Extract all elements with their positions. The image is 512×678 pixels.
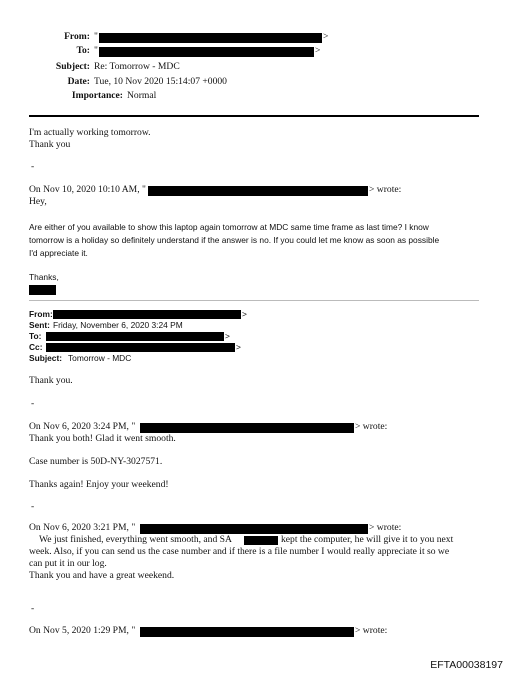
quote3-intro-prefix: On Nov 6, 2020 3:21 PM, " [29, 522, 136, 533]
separator-dash-3: - [31, 501, 35, 512]
quote2-intro-suffix: > wrote: [355, 421, 388, 432]
quote4-intro-prefix: On Nov 5, 2020 1:29 PM, " [29, 625, 136, 636]
redaction-from [99, 33, 322, 43]
inner-from-label: From: [29, 309, 53, 319]
importance-label: Importance: [71, 90, 123, 101]
separator-dash: - [31, 161, 35, 172]
quote3-line-4: Thank you and have a great weekend. [29, 570, 175, 581]
date-label: Date: [67, 76, 90, 87]
quote3-line-1b: kept the computer, he will give it to you next [281, 534, 454, 545]
from-label: From: [64, 31, 90, 42]
redaction-quote3-sender [140, 524, 368, 534]
inner-divider [29, 300, 479, 301]
quote1-intro-suffix: > wrote: [369, 184, 402, 195]
inner-sent-label: Sent: [29, 320, 50, 330]
importance-value: Normal [127, 90, 157, 101]
quote1-greeting: Hey, [29, 196, 47, 207]
redaction-quote2-sender [140, 423, 354, 433]
quote1-intro-prefix: On Nov 10, 2020 10:10 AM, " [29, 184, 146, 195]
inner-sent-value: Friday, November 6, 2020 3:24 PM [53, 320, 183, 330]
redaction-quote4-sender [140, 627, 354, 637]
redaction-agent-name [244, 536, 278, 545]
to-close: > [315, 45, 321, 56]
subject-label: Subject: [55, 61, 90, 72]
inner-cc-label: Cc: [29, 342, 43, 352]
quote2-line-1: Thank you both! Glad it went smooth. [29, 433, 176, 444]
bates-number: EFTA00038197 [430, 659, 503, 671]
subject-value: Re: Tomorrow - MDC [94, 61, 180, 72]
quote1-body-line-2: tomorrow is a holiday so definitely understand if the answer is no. If you could let me know as soon as possible [29, 235, 440, 245]
inner-cc-close: > [236, 342, 241, 352]
redaction-inner-from [53, 310, 241, 319]
from-close: > [323, 31, 329, 42]
inner-to-label: To: [29, 331, 42, 341]
quote2-case-number: Case number is 50D-NY-3027571. [29, 456, 163, 467]
inner-subject-value: Tomorrow - MDC [68, 353, 132, 363]
to-open-quote: " [94, 45, 98, 56]
to-label: To: [76, 45, 90, 56]
quote2-intro-prefix: On Nov 6, 2020 3:24 PM, " [29, 421, 136, 432]
redaction-to [99, 47, 314, 57]
redaction-inner-to [46, 332, 224, 341]
quote3-line-3: can put it in our log. [29, 558, 107, 569]
redaction-signature [29, 285, 56, 295]
header-divider [29, 115, 479, 117]
quote1-thanks: Thanks, [29, 272, 59, 282]
separator-dash-2: - [31, 398, 35, 409]
date-value: Tue, 10 Nov 2020 15:14:07 +0000 [94, 76, 227, 87]
quote3-line-1a: We just finished, everything went smooth, and SA [39, 534, 232, 545]
quote3-line-2: week. Also, if you can send us the case number and if there is a file number I would really appreciate it so we [29, 546, 450, 557]
reply-line-1: I'm actually working tomorrow. [29, 127, 151, 138]
from-open-quote: " [94, 31, 98, 42]
msg2-thank-you: Thank you. [29, 375, 73, 386]
reply-line-2: Thank you [29, 139, 71, 150]
redaction-inner-cc [46, 343, 235, 352]
quote2-line-3: Thanks again! Enjoy your weekend! [29, 479, 169, 490]
separator-dash-4: - [31, 603, 35, 614]
quote4-intro-suffix: > wrote: [355, 625, 388, 636]
redaction-quote1-sender [148, 186, 368, 196]
quote1-body-line-3: I'd appreciate it. [29, 248, 88, 258]
quote3-intro-suffix: > wrote: [369, 522, 402, 533]
quote1-body-line-1: Are either of you available to show this laptop again tomorrow at MDC same time frame as last time? I know [29, 222, 429, 232]
inner-subject-label: Subject: [29, 353, 63, 363]
inner-to-close: > [225, 331, 230, 341]
inner-from-close: > [242, 309, 247, 319]
